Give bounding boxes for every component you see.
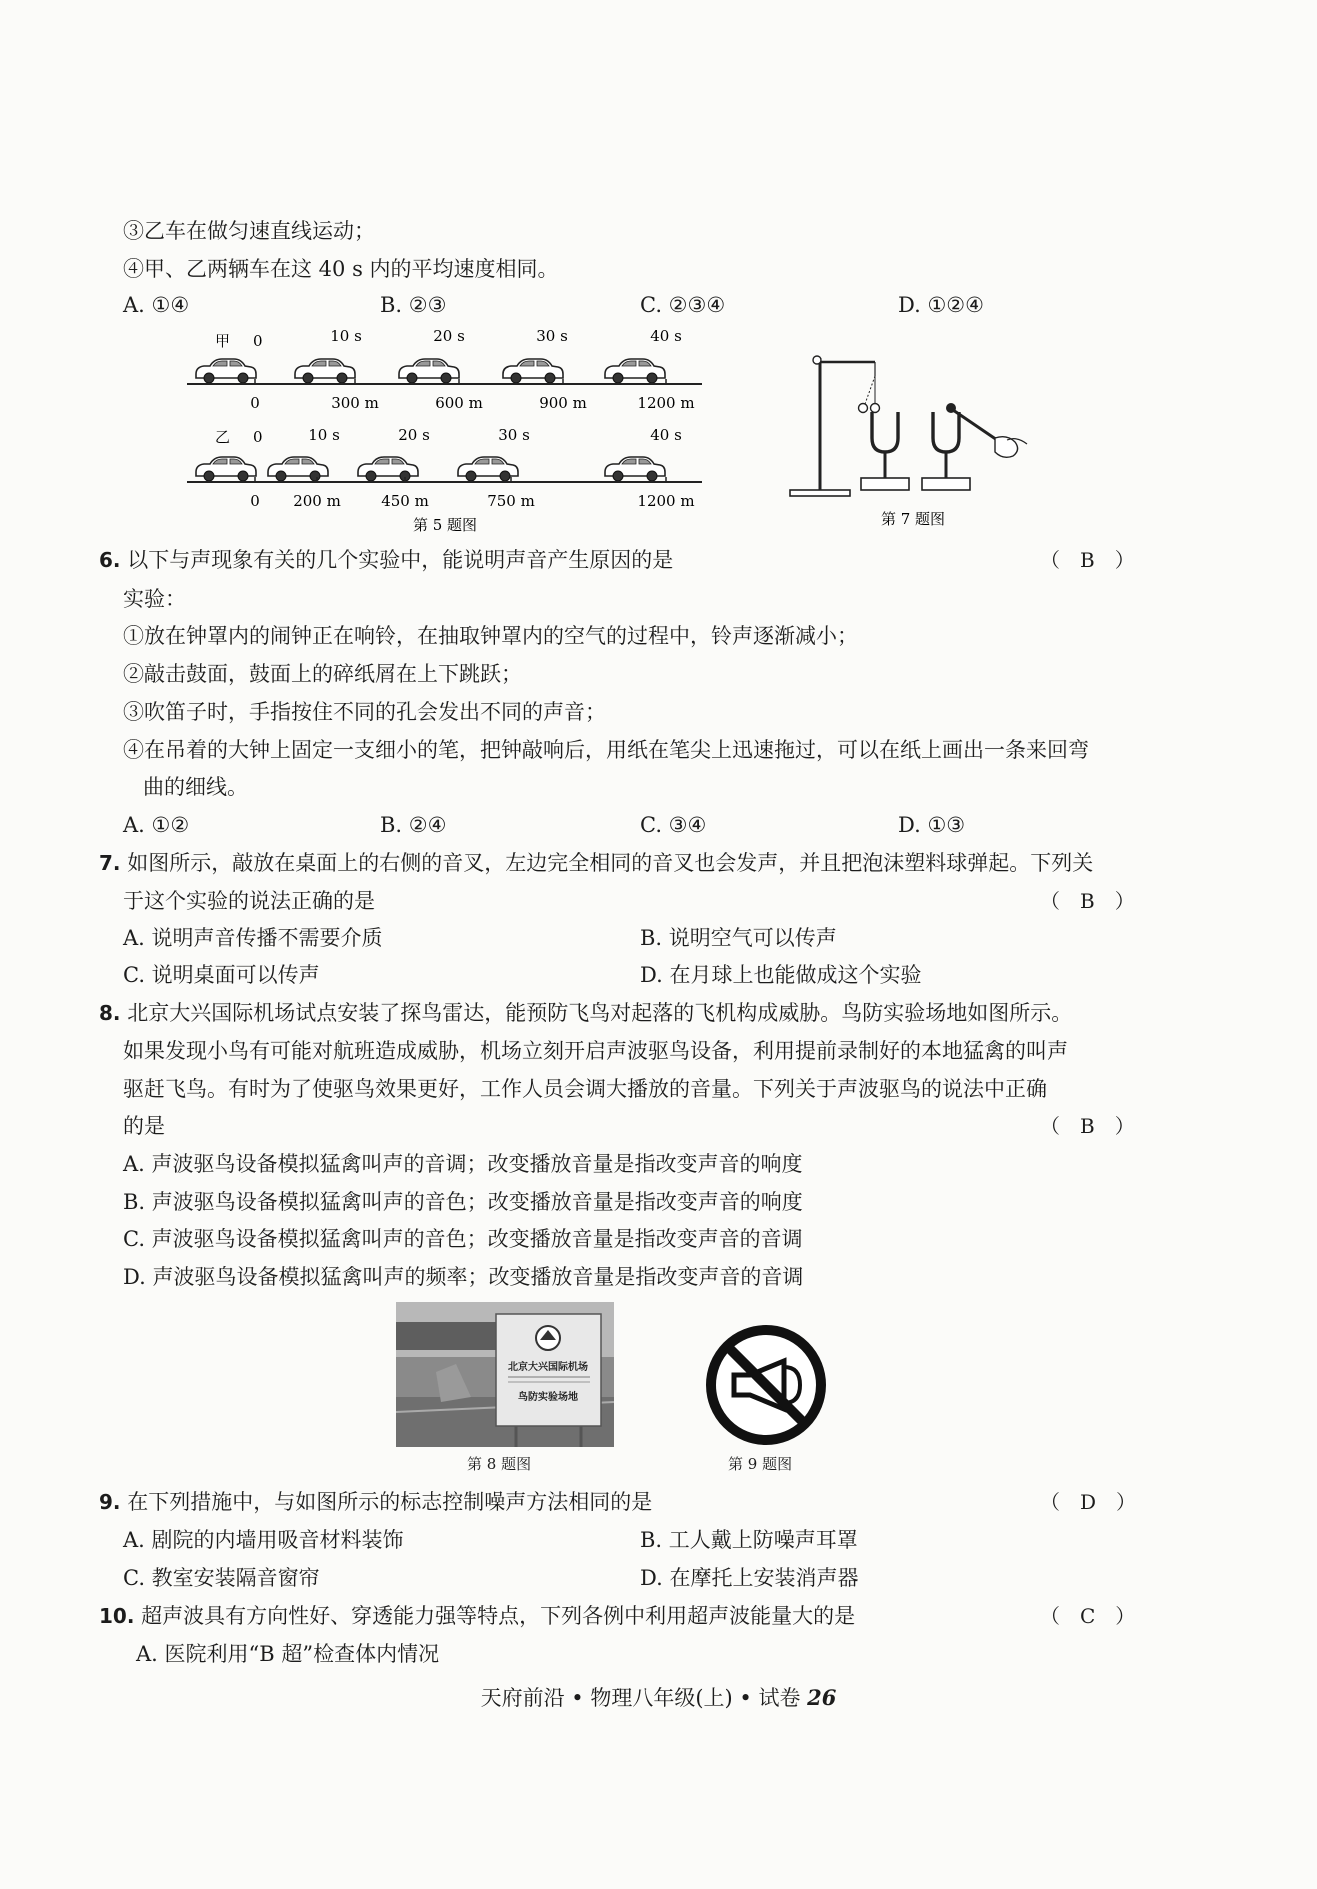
q5-option-b: B. ②③ — [380, 293, 447, 317]
q6-item-2: ②敲击鼓面，鼓面上的碎纸屑在上下跳跃； — [123, 662, 522, 686]
q6-item-4-cont: 曲的细线。 — [143, 775, 248, 799]
jia-time-3: 30 s — [536, 327, 568, 345]
jia-dist-0: 0 — [250, 394, 260, 412]
page-number: 26 — [807, 1685, 837, 1710]
q10-number: 10. — [99, 1604, 135, 1628]
q7-stem-line2: 于这个实验的说法正确的是 — [123, 889, 375, 913]
q8-sign-line1: 北京大兴国际机场 — [508, 1362, 588, 1373]
q9-option-c: C. 教室安装隔音窗帘 — [123, 1566, 320, 1590]
yi-time-0: 0 — [253, 428, 263, 446]
q5-figure-caption: 第 5 题图 — [412, 516, 478, 534]
yi-time-1: 10 s — [308, 426, 340, 444]
q7-answer: （ B ） — [1040, 889, 1135, 913]
jia-dist-2: 600 m — [435, 394, 483, 412]
q9-stem — [99, 1487, 652, 1517]
yi-time-4: 40 s — [650, 426, 682, 444]
yi-time-3: 30 s — [498, 426, 530, 444]
q6-item-3: ③吹笛子时，手指按住不同的孔会发出不同的声音； — [123, 700, 606, 724]
q6-option-b: B. ②④ — [380, 813, 447, 837]
jia-dist-3: 900 m — [539, 394, 587, 412]
q7-figure — [785, 350, 1045, 532]
yi-dist-4: 1200 m — [637, 492, 695, 510]
q9-option-d: D. 在摩托上安装消声器 — [640, 1566, 859, 1590]
jia-time-2: 20 s — [433, 327, 465, 345]
yi-time-2: 20 s — [398, 426, 430, 444]
yi-dist-2: 450 m — [381, 492, 429, 510]
q7-figure-caption: 第 7 题图 — [880, 510, 946, 528]
q8-stem-line2: 如果发现小鸟有可能对航班造成威胁，机场立刻开启声波驱鸟设备，利用提前录制好的本地猛禽的叫声 — [123, 1039, 1068, 1063]
q8-option-d: D. 声波驱鸟设备模拟猛禽叫声的频率；改变播放音量是指改变声音的音调 — [123, 1265, 804, 1289]
q8-option-a: A. 声波驱鸟设备模拟猛禽叫声的音调；改变播放音量是指改变声音的响度 — [123, 1152, 803, 1176]
q8-figure-caption: 第 8 题图 — [467, 1455, 532, 1473]
q10-stem — [99, 1601, 855, 1631]
jia-dist-4: 1200 m — [637, 394, 695, 412]
q8-option-b: B. 声波驱鸟设备模拟猛禽叫声的音色；改变播放音量是指改变声音的响度 — [123, 1190, 803, 1214]
q9-number: 9. — [99, 1490, 121, 1514]
jia-label: 甲 — [215, 332, 231, 350]
q10-option-a: A. 医院利用“B 超”检查体内情况 — [136, 1642, 440, 1666]
q7-option-d: D. 在月球上也能做成这个实验 — [640, 963, 922, 987]
yi-dist-1: 200 m — [293, 492, 341, 510]
q8-stem-line4: 的是 — [123, 1114, 165, 1138]
q5-option-a: A. ①④ — [123, 293, 190, 317]
q8-stem-line1 — [99, 998, 1072, 1028]
yi-dist-0: 0 — [250, 492, 260, 510]
no-horn-sign-icon — [704, 1323, 828, 1447]
q5-statement-3: ③乙车在做匀速直线运动； — [123, 219, 375, 243]
q8-sign-line2: 鸟防实验场地 — [518, 1392, 578, 1403]
q7-option-b: B. 说明空气可以传声 — [640, 926, 837, 950]
q6-stem — [99, 545, 673, 575]
q8-answer: （ B ） — [1040, 1114, 1135, 1138]
q9-figure-caption: 第 9 题图 — [728, 1455, 793, 1473]
q5-statement-4: ④甲、乙两辆车在这 40 s 内的平均速度相同。 — [123, 257, 559, 281]
q7-number: 7. — [99, 851, 121, 875]
q6-intro: 实验： — [123, 587, 186, 611]
q10-stem-text: 超声波具有方向性好、穿透能力强等特点，下列各例中利用超声波能量大的是 — [141, 1604, 856, 1628]
q6-number: 6. — [99, 548, 121, 572]
q9-option-b: B. 工人戴上防噪声耳罩 — [640, 1528, 858, 1552]
q7-stem-text: 如图所示，敲放在桌面上的右侧的音叉，左边完全相同的音叉也会发声，并且把泡沫塑料球弹起。下列关 — [127, 851, 1094, 875]
q7-stem-line1 — [99, 848, 1093, 878]
q6-stem-text: 以下与声现象有关的几个实验中，能说明声音产生原因的是 — [127, 548, 674, 572]
q9-answer: （ D ） — [1040, 1490, 1137, 1514]
q5-option-d: D. ①②④ — [898, 293, 984, 317]
q8-stem-line3: 驱赶飞鸟。有时为了使驱鸟效果更好，工作人员会调大播放的音量。下列关于声波驱鸟的说法中正确 — [123, 1077, 1047, 1101]
q9-stem-text: 在下列措施中，与如图所示的标志控制噪声方法相同的是 — [127, 1490, 653, 1514]
q8-stem-text: 北京大兴国际机场试点安装了探鸟雷达，能预防飞鸟对起落的飞机构成威胁。鸟防实验场地如图所示。 — [127, 1001, 1073, 1025]
jia-time-1: 10 s — [330, 327, 362, 345]
q8-option-c: C. 声波驱鸟设备模拟猛禽叫声的音色；改变播放音量是指改变声音的音调 — [123, 1227, 803, 1251]
jia-time-4: 40 s — [650, 327, 682, 345]
q6-item-4: ④在吊着的大钟上固定一支细小的笔，把钟敲响后，用纸在笔尖上迅速拖过，可以在纸上画出一条来回弯 — [123, 738, 1089, 762]
yi-dist-3: 750 m — [487, 492, 535, 510]
q6-option-d: D. ①③ — [898, 813, 966, 837]
q10-answer: （ C ） — [1040, 1604, 1136, 1628]
q7-option-a: A. 说明声音传播不需要介质 — [123, 926, 383, 950]
q5-figure — [180, 322, 720, 534]
page-footer — [0, 1682, 1317, 1712]
q8-number: 8. — [99, 1001, 121, 1025]
q6-answer: （ B ） — [1040, 548, 1135, 572]
q6-option-a: A. ①② — [123, 813, 190, 837]
q8-figure-photo — [396, 1302, 614, 1447]
footer-text: 天府前沿 • 物理八年级(上) • 试卷 — [480, 1686, 801, 1710]
jia-dist-1: 300 m — [331, 394, 379, 412]
q9-option-a: A. 剧院的内墙用吸音材料装饰 — [123, 1528, 404, 1552]
q7-option-c: C. 说明桌面可以传声 — [123, 963, 320, 987]
q5-option-c: C. ②③④ — [640, 293, 726, 317]
yi-label: 乙 — [215, 428, 231, 446]
jia-time-0: 0 — [253, 332, 263, 350]
q6-item-1: ①放在钟罩内的闹钟正在响铃，在抽取钟罩内的空气的过程中，铃声逐渐减小； — [123, 624, 858, 648]
q6-option-c: C. ③④ — [640, 813, 707, 837]
